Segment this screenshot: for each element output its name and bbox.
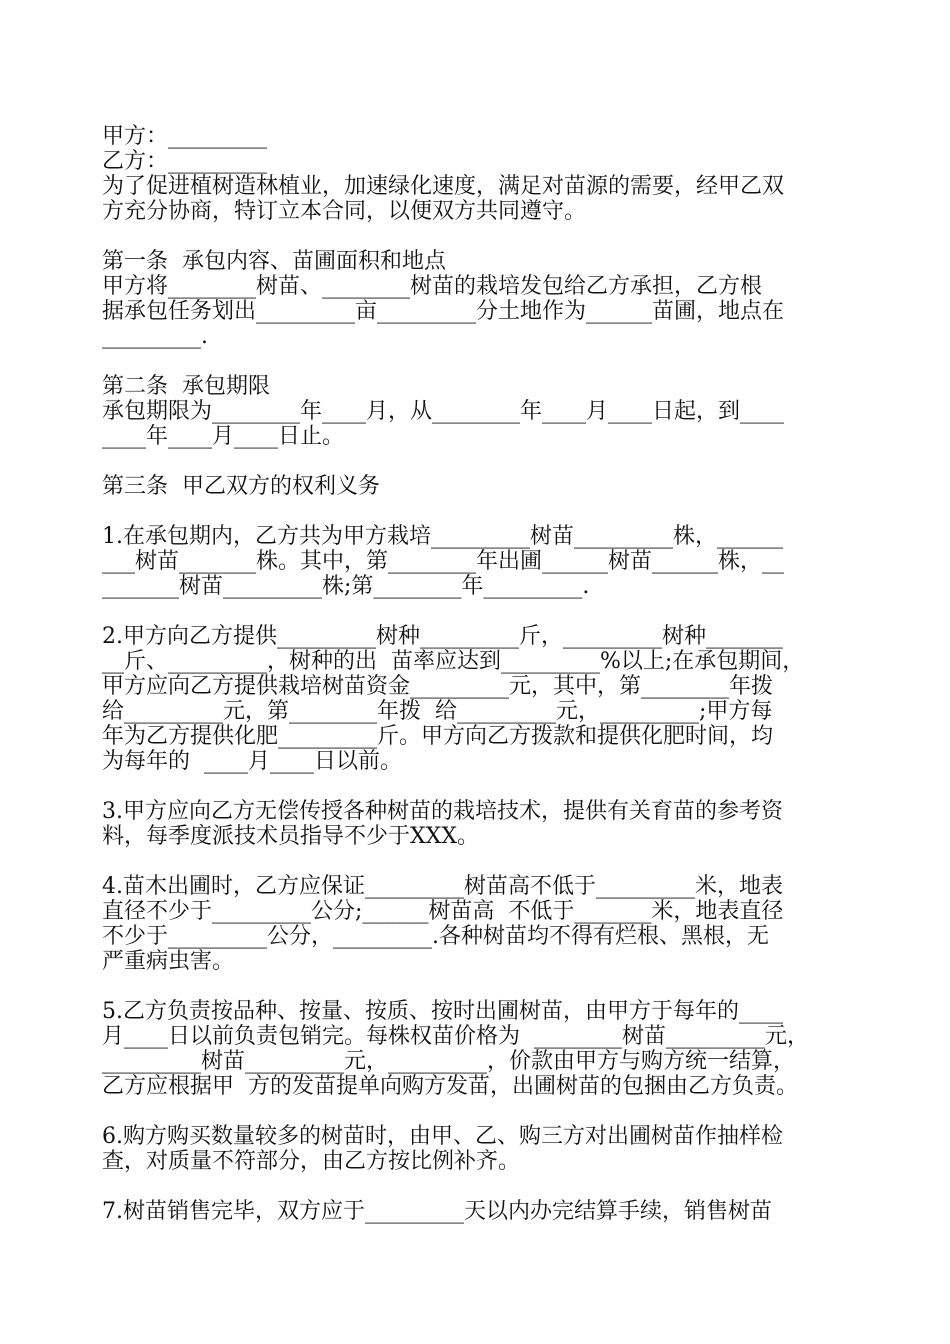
text-line: 月____日以前负责包销完。每株权苗价格为 ________树苗_________元，: [102, 1024, 809, 1049]
text-line: _________树苗_________元，_________，价款由甲方与购方统一结算，: [102, 1049, 796, 1074]
contract-document: [102, 124, 862, 1224]
text-line: 严重病虫害。: [102, 949, 235, 974]
text-line: _________.: [102, 324, 208, 349]
text-line: 直径不少于_________公分;______树苗高 不低于_______米，地表直径: [102, 899, 784, 924]
text-line: _______树苗_________株;第________年_________.: [102, 574, 590, 599]
text-line: 查，对质量不符部分，由乙方按比例补齐。: [102, 1149, 521, 1174]
blank-line: [102, 974, 862, 999]
blank-line: [102, 599, 862, 624]
text-line: 不少于_________公分，_________.各种树苗均不得有烂根、黑根，无: [102, 924, 769, 949]
blank-line: [102, 449, 862, 474]
blank-line: [102, 499, 862, 524]
blank-line: [102, 349, 862, 374]
text-line: 1.在承包期内，乙方共为甲方栽培_________树苗_________株，______: [102, 524, 783, 549]
text-line: 第三条 甲乙双方的权利义务: [102, 474, 380, 499]
text-line: 乙方：_________: [102, 149, 268, 174]
text-line: 为了促进植树造林植业，加速绿化速度，满足对苗源的需要，经甲乙双: [102, 174, 785, 199]
text-line: 甲方将________树苗、________树苗的栽培发包给乙方承担，乙方根: [102, 274, 763, 299]
text-line: 乙方应根据甲 方的发苗提单向购方发苗，出圃树苗的包捆由乙方负责。: [102, 1074, 798, 1099]
text-line: 给_________元，第________年拨 给_________元，_________;甲方每: [102, 699, 773, 724]
text-line: 6.购方购买数量较多的树苗时，由甲、乙、购三方对出圃树苗作抽样检: [102, 1124, 783, 1149]
text-line: 年为乙方提供化肥_________斤。甲方向乙方拨款和提供化肥时间，均: [102, 724, 774, 749]
text-line: 料，每季度派技术员指导不少于XXX。: [102, 824, 479, 849]
text-line: 为每年的 ____月____日以前。: [102, 749, 402, 774]
text-line: 2.甲方向乙方提供_________树种_________斤，_________树种_______: [102, 624, 783, 649]
text-line: ___树苗_______株。其中，第________年出圃______树苗______株，__: [102, 549, 785, 574]
blank-line: [102, 849, 862, 874]
text-line: 5.乙方负责按品种、按量、按质、按时出圃树苗，由甲方于每年的____: [102, 999, 783, 1024]
text-line: 据承包任务划出_________亩_________分土地作为______苗圃，地点在: [102, 299, 785, 324]
text-line: 甲方：_________: [102, 124, 268, 149]
text-line: 第二条 承包期限: [102, 374, 270, 399]
text-line: 3.甲方应向乙方无偿传授各种树苗的栽培技术，提供有关育苗的参考资: [102, 799, 783, 824]
text-line: __斤、_________，树种的出 苗率应达到_________%以上;在承包期间，: [102, 649, 805, 674]
blank-line: [102, 1174, 862, 1199]
text-line: 承包期限为________年____月，从________年____月____日起，到____: [102, 399, 785, 424]
blank-line: [102, 1099, 862, 1124]
text-line: 甲方应向乙方提供栽培树苗资金_________元，其中，第________年拨: [102, 674, 774, 699]
text-line: 4.苗木出圃时，乙方应保证_________树苗高不低于_________米，地表: [102, 874, 783, 899]
blank-line: [102, 224, 862, 249]
text-line: ____年____月____日止。: [102, 424, 345, 449]
text-line: 方充分协商，特订立本合同，以便双方共同遵守。: [102, 199, 587, 224]
blank-line: [102, 774, 862, 799]
text-line: 7.树苗销售完毕，双方应于_________天以内办完结算手续，销售树苗: [102, 1199, 772, 1224]
text-line: 第一条 承包内容、苗圃面积和地点: [102, 249, 446, 274]
